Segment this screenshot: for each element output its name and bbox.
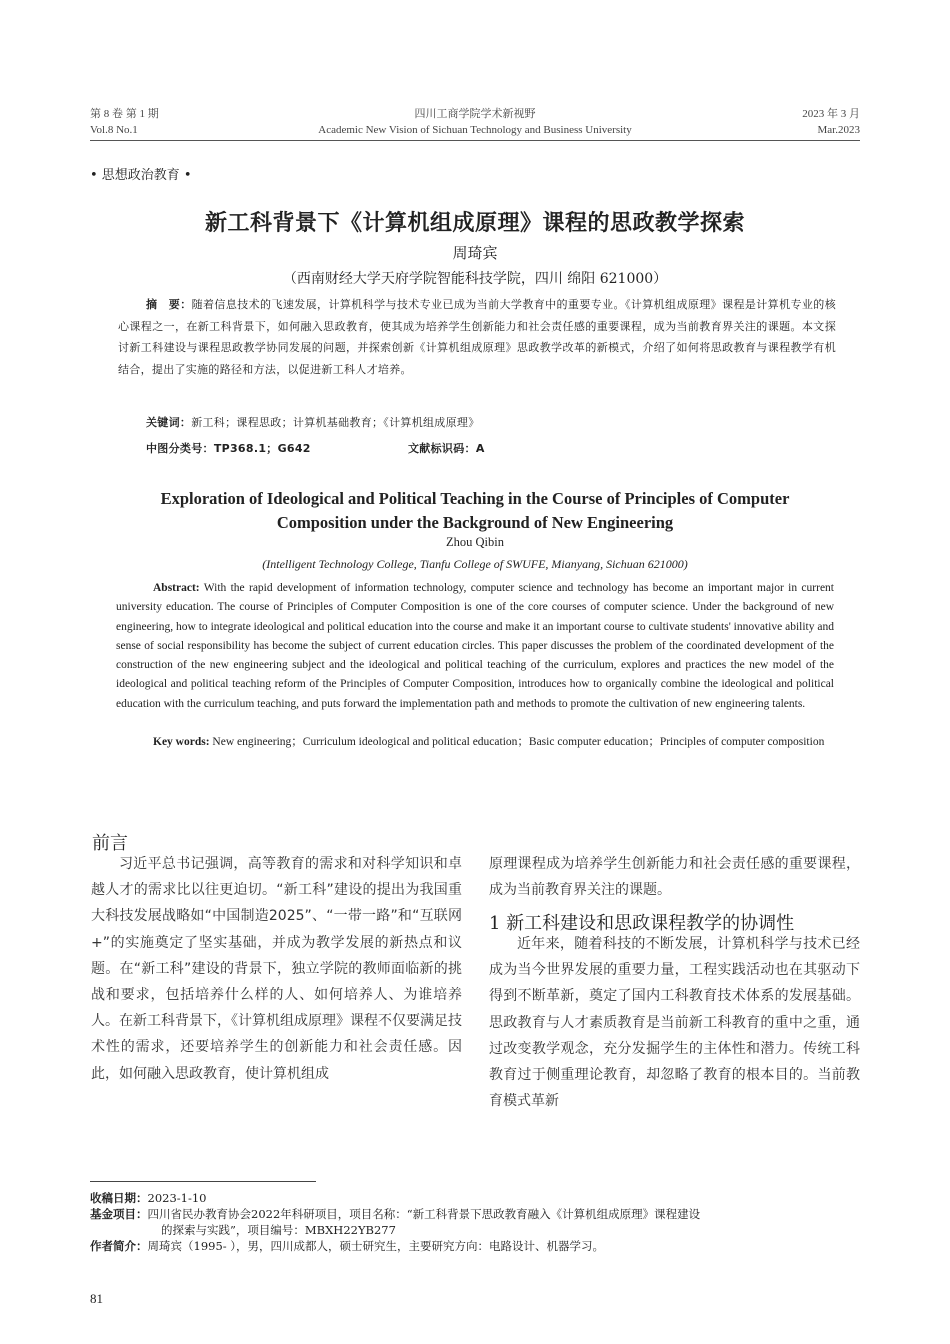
- classification-doc: [408, 438, 485, 460]
- footnote-rule: [90, 1181, 316, 1182]
- preface-heading: 前言: [92, 833, 128, 854]
- english-title: Exploration of Ideological and Political Teaching in the Course of Principles of Computer Composition under the Background of New Engineering: [160, 489, 790, 532]
- section-tag: • 思想政治教育 •: [90, 168, 192, 183]
- received-value: 2023-1-10: [147, 1191, 207, 1205]
- received-label: 收稿日期：: [90, 1191, 148, 1205]
- english-affiliation: (Intelligent Technology College, Tianfu College of SWUFE, Mianyang, Sichuan 621000): [262, 557, 688, 571]
- keywords-en-label: Key words:: [153, 736, 210, 748]
- header-journal-cn: 四川工商学院学术新视野: [414, 108, 536, 120]
- paper-title: 新工科背景下《计算机组成原理》课程的思政教学探索: [204, 211, 745, 236]
- page-number: 81: [90, 1291, 103, 1306]
- right-paragraph-continued: 原理课程成为培养学生创新能力和社会责任感的重要课程，成为当前教育界关注的课题。: [489, 856, 860, 899]
- header-date-cn: 2023 年 3 月: [802, 108, 860, 120]
- abstract-en: [116, 579, 834, 714]
- header-journal-en: Academic New Vision of Sichuan Technology and Business University: [318, 124, 632, 136]
- abstract-cn: [118, 294, 836, 380]
- header-date: [802, 106, 860, 138]
- footnote-received: [90, 1191, 207, 1207]
- abstract-en-text: With the rapid development of information technology, computer science and technology has become an important major in current university education. The course of Principles of Computer Composition is one of the core courses of computer science. Under the background of new engineering, how to integrate ideological and political education into the course and make it an important course to cultivate students' innovative ability and sense of social responsibility has become the subject of current education circles. This paper discusses the problem of the coordinated development of the construction of the new engineering subject and the ideological and political teaching of the curriculum, explores and practices the new model of the ideological and political teaching reform of the Principles of Computer Composition, introduces how to organically combine the ideological and political education with the curriculum teaching, and puts forward the implementation path and methods to promote the cultivation of new engineering talents.: [116, 582, 834, 710]
- abstract-cn-label: 摘 要：: [146, 298, 192, 311]
- affiliation: （西南财经大学天府学院智能科技学院，四川 绵阳 621000）: [282, 271, 668, 287]
- abstract-en-label: Abstract:: [153, 582, 200, 594]
- footnote-fund: [90, 1207, 860, 1223]
- keywords-cn-text: 新工科；课程思政；计算机基础教育；《计算机组成原理》: [191, 416, 480, 429]
- fund-label: 基金项目：: [90, 1207, 148, 1221]
- fund-value-line2: 的探索与实践”，项目编号：MBXH22YB277: [161, 1223, 396, 1237]
- clc-label: 中图分类号：: [146, 442, 214, 455]
- header-date-en: Mar.2023: [817, 124, 860, 136]
- abstract-cn-text: 随着信息技术的飞速发展，计算机科学与技术专业已成为当前大学教育中的重要专业。《计算机组成原理》课程是计算机专业的核心课程之一，在新工科背景下，如何融入思政教育，使其成为培养学生创新能力和社会责任感的重要课程，成为当前教育界关注的课题。本文探讨新工科建设与课程思政教学协同发展的问题，并探索创新《计算机组成原理》思政教学改革的新模式，介绍了如何将思政教育与课程教学有机结合，提出了实施的路径和方法，以促进新工科人才培养。: [118, 298, 836, 376]
- preface-paragraph: 习近平总书记强调，高等教育的需求和对科学知识和卓越人才的需求比以往更迫切。“新工科”建设的提出为我国重大科技发展战略如“中国制造2025”、“一带一路”和“互联网+”的实施奠定了坚实基础，并成为教学发展的新热点和议题。在“新工科”建设的背景下，独立学院的教师面临新的挑战和要求，包括培养什么样的人、如何培养人、为谁培养人。在新工科背景下，《计算机组成原理》课程不仅要满足技术性的需求，还要培养学生的创新能力和社会责任感。因此，如何融入思政教育，使计算机组成: [91, 856, 462, 1082]
- keywords-en: [116, 733, 834, 752]
- classification-clc: [146, 438, 311, 460]
- doc-code-label: 文献标识码：: [408, 442, 476, 455]
- doc-code-value: A: [475, 442, 485, 455]
- keywords-cn-label: 关键词：: [146, 416, 192, 429]
- keywords-en-text: New engineering；Curriculum ideological and political education；Basic computer education；Principles of computer composition: [212, 736, 825, 748]
- footnote-author: [90, 1239, 860, 1255]
- fund-value-line1: 四川省民办教育协会2022年科研项目，项目名称：“新工科背景下思政教育融入《计算机组成原理》课程建设: [147, 1207, 701, 1221]
- section1-heading: 1 新工科建设和思政课程教学的协调性: [489, 913, 795, 934]
- section1-paragraph: 近年来，随着科技的不断发展，计算机科学与技术已经成为当今世界发展的重要力量，工程实践活动也在其驱动下得到不断革新，奠定了国内工科教育技术体系的发展基础。思政教育与人才素质教育是当前新工科教育的重中之重，通过改变教学观念，充分发掘学生的主体性和潜力。传统工科教育过于侧重理论教育，却忽略了教育的根本目的。当前教育模式革新: [489, 936, 860, 1110]
- header-rule: [90, 140, 860, 141]
- keywords-cn: [146, 412, 836, 434]
- header-volume-en: Vol.8 No.1: [90, 124, 138, 136]
- author: 周琦宾: [452, 244, 498, 262]
- english-author: Zhou Qibin: [446, 535, 504, 549]
- author-bio-label: 作者简介：: [90, 1239, 148, 1253]
- clc-value: TP368.1；G642: [213, 442, 311, 455]
- author-bio-value: 周琦宾（1995- ），男，四川成都人，硕士研究生，主要研究方向：电路设计、机器学习。: [147, 1239, 605, 1253]
- header-volume-cn: 第 8 卷 第 1 期: [90, 108, 159, 120]
